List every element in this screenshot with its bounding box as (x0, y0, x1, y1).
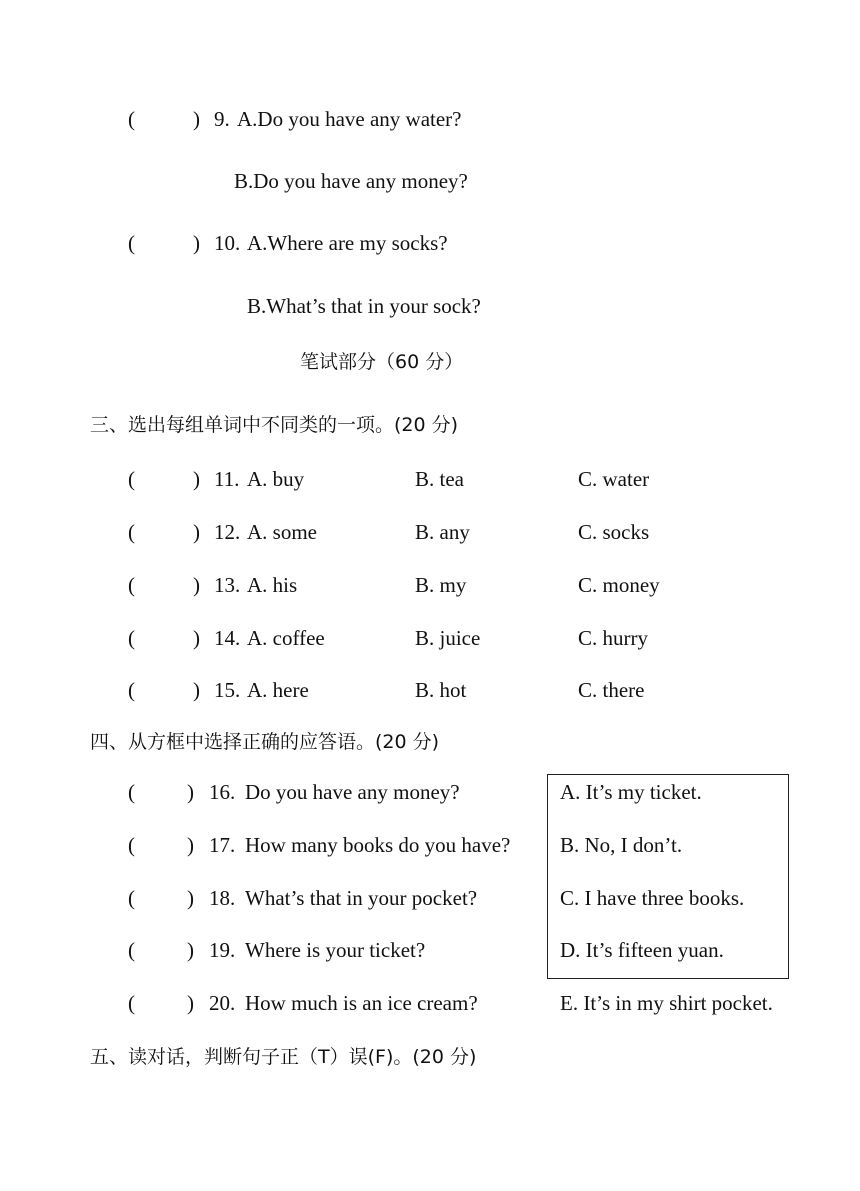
answer-option: C. I have three books. (560, 886, 745, 910)
answer-option: D. It’s fifteen yuan. (560, 938, 724, 962)
answer-option: A. It’s my ticket. (560, 780, 702, 804)
section4-title: 四、从方框中选择正确的应答语。(20 分) (90, 731, 440, 753)
answer-blank-open: ( (128, 833, 135, 857)
question-text: Do you have any money? (245, 780, 460, 804)
item-number: 18. (209, 886, 236, 910)
answer-blank-close: ) (187, 991, 194, 1015)
answer-blank-open: ( (128, 231, 135, 255)
option-b: B.Do you have any money? (234, 169, 468, 193)
answer-blank-close: ) (193, 520, 200, 544)
item-number: 15. (214, 678, 241, 702)
question-text: What’s that in your pocket? (245, 886, 478, 910)
option-c: C. water (578, 467, 650, 491)
answer-blank-close: ) (187, 833, 194, 857)
answer-blank-close: ) (187, 886, 194, 910)
item-number: 20. (209, 991, 236, 1015)
written-section-title: 笔试部分（60 分） (300, 351, 464, 373)
option-a: A. his (247, 573, 298, 597)
answer-blank-close: ) (193, 107, 200, 131)
option-a: A.Where are my socks? (247, 231, 448, 255)
answer-blank-open: ( (128, 678, 135, 702)
item-number: 16. (209, 780, 236, 804)
answer-blank-close: ) (193, 467, 200, 491)
option-c: C. money (578, 573, 660, 597)
answer-blank-open: ( (128, 107, 135, 131)
answer-blank-open: ( (128, 467, 135, 491)
answer-blank-close: ) (187, 938, 194, 962)
option-c: C. socks (578, 520, 650, 544)
option-a: A. some (247, 520, 317, 544)
option-a: A.Do you have any water? (237, 107, 462, 131)
answer-blank-open: ( (128, 938, 135, 962)
item-number: 17. (209, 833, 236, 857)
option-b: B. tea (415, 467, 464, 491)
option-b: B.What’s that in your sock? (247, 294, 481, 318)
answer-blank-close: ) (193, 626, 200, 650)
option-a: A. coffee (247, 626, 325, 650)
item-number: 14. (214, 626, 241, 650)
question-text: Where is your ticket? (245, 938, 426, 962)
option-c: C. there (578, 678, 645, 702)
answer-option: B. No, I don’t. (560, 833, 683, 857)
section3-title: 三、选出每组单词中不同类的一项。(20 分) (90, 414, 459, 436)
question-text: How much is an ice cream? (245, 991, 478, 1015)
answer-blank-open: ( (128, 573, 135, 597)
answer-blank-close: ) (193, 231, 200, 255)
item-number: 13. (214, 573, 241, 597)
answer-option: E. It’s in my shirt pocket. (560, 991, 773, 1015)
option-b: B. hot (415, 678, 467, 702)
answer-blank-open: ( (128, 626, 135, 650)
answer-blank-open: ( (128, 780, 135, 804)
option-b: B. any (415, 520, 470, 544)
item-number: 19. (209, 938, 236, 962)
option-a: A. here (247, 678, 309, 702)
option-b: B. juice (415, 626, 481, 650)
answer-blank-close: ) (193, 678, 200, 702)
item-number: 11. (214, 467, 240, 491)
answer-blank-open: ( (128, 886, 135, 910)
item-number: 9. (214, 107, 230, 131)
item-number: 10. (214, 231, 241, 255)
item-number: 12. (214, 520, 241, 544)
question-text: How many books do you have? (245, 833, 511, 857)
option-b: B. my (415, 573, 467, 597)
section5-title: 五、读对话，判断句子正（T）误(F)。(20 分) (90, 1046, 477, 1068)
answer-blank-close: ) (187, 780, 194, 804)
answer-blank-open: ( (128, 520, 135, 544)
answer-blank-open: ( (128, 991, 135, 1015)
option-a: A. buy (247, 467, 305, 491)
answer-blank-close: ) (193, 573, 200, 597)
option-c: C. hurry (578, 626, 648, 650)
